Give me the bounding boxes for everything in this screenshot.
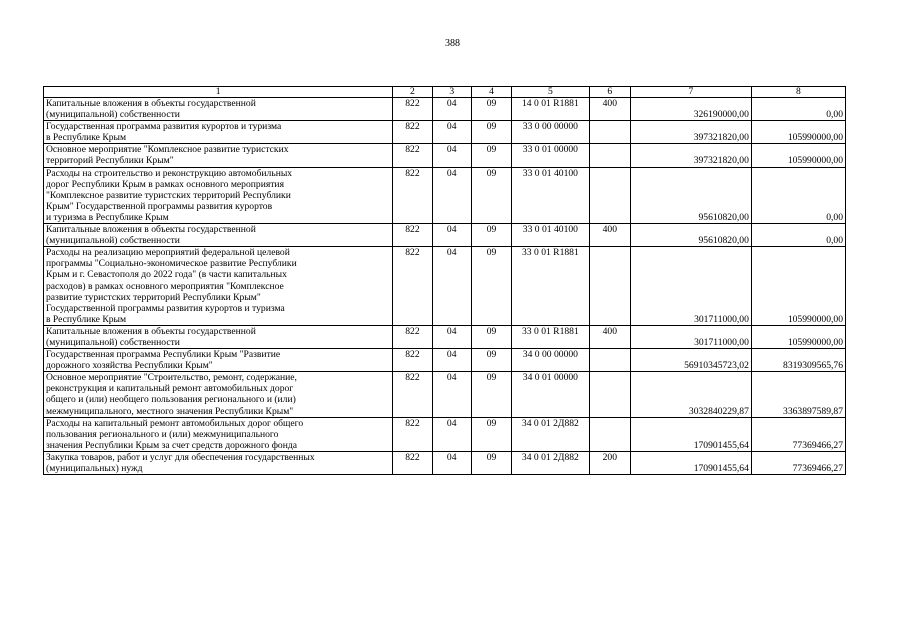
expense-type-cell xyxy=(589,121,630,144)
admin-code-cell: 822 xyxy=(393,98,432,121)
amount-col7-cell: 301711000,00 xyxy=(630,247,751,326)
admin-code-cell: 822 xyxy=(393,224,432,247)
budget-table xyxy=(43,86,846,475)
subsection-code-cell: 09 xyxy=(471,417,511,451)
section-code-cell: 04 xyxy=(432,349,471,372)
item-name-cell: Капитальные вложения в объекты государственной (муниципальной) собственности xyxy=(44,98,393,121)
amount-col8-cell: 77369466,27 xyxy=(751,451,845,474)
amount-col7-cell: 397321820,00 xyxy=(630,121,751,144)
target-article-cell: 34 0 00 00000 xyxy=(512,349,590,372)
header-cell: 7 xyxy=(630,87,751,98)
section-code-cell: 04 xyxy=(432,325,471,348)
expense-type-cell: 200 xyxy=(589,451,630,474)
subsection-code-cell: 09 xyxy=(471,451,511,474)
admin-code-cell: 822 xyxy=(393,349,432,372)
amount-col7-cell: 95610820,00 xyxy=(630,224,751,247)
target-article-cell: 33 0 01 40100 xyxy=(512,224,590,247)
table-row xyxy=(44,325,846,348)
item-name-cell: Расходы на строительство и реконструкцию автомобильных дорог Республики Крым в рамках основного мероприятия "Комплексное развитие туристских территорий Республики Крым" Государственной программы развития курортов и туризма в Республике Крым xyxy=(44,167,393,223)
amount-col8-cell: 0,00 xyxy=(751,98,845,121)
expense-type-cell: 400 xyxy=(589,98,630,121)
amount-col7-cell: 170901455,64 xyxy=(630,417,751,451)
admin-code-cell: 822 xyxy=(393,167,432,223)
admin-code-cell: 822 xyxy=(393,144,432,167)
subsection-code-cell: 09 xyxy=(471,121,511,144)
target-article-cell: 33 0 01 40100 xyxy=(512,167,590,223)
header-cell: 6 xyxy=(589,87,630,98)
expense-type-cell xyxy=(589,247,630,326)
target-article-cell: 34 0 01 00000 xyxy=(512,372,590,417)
expense-type-cell xyxy=(589,144,630,167)
amount-col8-cell: 3363897589,87 xyxy=(751,372,845,417)
section-code-cell: 04 xyxy=(432,247,471,326)
item-name-cell: Государственная программа Республики Крым "Развитие дорожного хозяйства Республики Крым" xyxy=(44,349,393,372)
target-article-cell: 14 0 01 R1881 xyxy=(512,98,590,121)
item-name-cell: Расходы на капитальный ремонт автомобильных дорог общего пользования регионального и (или) межмуниципального значения Республики Крым за счет средств дорожного фонда xyxy=(44,417,393,451)
amount-col8-cell: 105990000,00 xyxy=(751,325,845,348)
item-name-cell: Государственная программа развития курортов и туризма в Республике Крым xyxy=(44,121,393,144)
table-row xyxy=(44,224,846,247)
target-article-cell: 33 0 01 R1881 xyxy=(512,325,590,348)
header-cell: 5 xyxy=(512,87,590,98)
table-row xyxy=(44,372,846,417)
item-name-cell: Основное мероприятие "Комплексное развитие туристских территорий Республики Крым" xyxy=(44,144,393,167)
subsection-code-cell: 09 xyxy=(471,325,511,348)
expense-type-cell: 400 xyxy=(589,224,630,247)
table-row xyxy=(44,98,846,121)
table-row xyxy=(44,247,846,326)
amount-col8-cell: 0,00 xyxy=(751,224,845,247)
header-row xyxy=(44,87,846,98)
admin-code-cell: 822 xyxy=(393,372,432,417)
section-code-cell: 04 xyxy=(432,167,471,223)
expense-type-cell xyxy=(589,167,630,223)
amount-col8-cell: 105990000,00 xyxy=(751,247,845,326)
amount-col7-cell: 170901455,64 xyxy=(630,451,751,474)
target-article-cell: 34 0 01 2Д882 xyxy=(512,451,590,474)
section-code-cell: 04 xyxy=(432,417,471,451)
table-row xyxy=(44,349,846,372)
subsection-code-cell: 09 xyxy=(471,224,511,247)
subsection-code-cell: 09 xyxy=(471,144,511,167)
expense-type-cell xyxy=(589,372,630,417)
admin-code-cell: 822 xyxy=(393,247,432,326)
admin-code-cell: 822 xyxy=(393,451,432,474)
expense-type-cell xyxy=(589,349,630,372)
admin-code-cell: 822 xyxy=(393,121,432,144)
target-article-cell: 34 0 01 2Д882 xyxy=(512,417,590,451)
amount-col7-cell: 326190000,00 xyxy=(630,98,751,121)
amount-col8-cell: 0,00 xyxy=(751,167,845,223)
header-cell: 2 xyxy=(393,87,432,98)
amount-col8-cell: 8319309565,76 xyxy=(751,349,845,372)
expense-type-cell xyxy=(589,417,630,451)
section-code-cell: 04 xyxy=(432,451,471,474)
header-cell: 4 xyxy=(471,87,511,98)
subsection-code-cell: 09 xyxy=(471,247,511,326)
amount-col7-cell: 95610820,00 xyxy=(630,167,751,223)
table-row xyxy=(44,167,846,223)
header-cell: 3 xyxy=(432,87,471,98)
amount-col8-cell: 105990000,00 xyxy=(751,121,845,144)
table-row xyxy=(44,121,846,144)
expense-type-cell: 400 xyxy=(589,325,630,348)
header-cell: 8 xyxy=(751,87,845,98)
subsection-code-cell: 09 xyxy=(471,372,511,417)
amount-col7-cell: 3032840229,87 xyxy=(630,372,751,417)
item-name-cell: Основное мероприятие "Строительство, ремонт, содержание, реконструкция и капитальный ремонт автомобильных дорог общего и (или) необщего пользования регионального и (или) межмуниципального, местного значения Республики Крым" xyxy=(44,372,393,417)
section-code-cell: 04 xyxy=(432,372,471,417)
header-cell: 1 xyxy=(44,87,393,98)
table-row xyxy=(44,144,846,167)
item-name-cell: Капитальные вложения в объекты государственной (муниципальной) собственности xyxy=(44,224,393,247)
amount-col7-cell: 397321820,00 xyxy=(630,144,751,167)
amount-col7-cell: 301711000,00 xyxy=(630,325,751,348)
page-number: 388 xyxy=(445,38,460,49)
subsection-code-cell: 09 xyxy=(471,167,511,223)
amount-col8-cell: 105990000,00 xyxy=(751,144,845,167)
admin-code-cell: 822 xyxy=(393,325,432,348)
admin-code-cell: 822 xyxy=(393,417,432,451)
item-name-cell: Капитальные вложения в объекты государственной (муниципальной) собственности xyxy=(44,325,393,348)
target-article-cell: 33 0 01 00000 xyxy=(512,144,590,167)
subsection-code-cell: 09 xyxy=(471,98,511,121)
section-code-cell: 04 xyxy=(432,98,471,121)
target-article-cell: 33 0 01 R1881 xyxy=(512,247,590,326)
table-row xyxy=(44,451,846,474)
item-name-cell: Закупка товаров, работ и услуг для обеспечения государственных (муниципальных) нужд xyxy=(44,451,393,474)
amount-col7-cell: 56910345723,02 xyxy=(630,349,751,372)
section-code-cell: 04 xyxy=(432,121,471,144)
amount-col8-cell: 77369466,27 xyxy=(751,417,845,451)
subsection-code-cell: 09 xyxy=(471,349,511,372)
table-row xyxy=(44,417,846,451)
section-code-cell: 04 xyxy=(432,224,471,247)
target-article-cell: 33 0 00 00000 xyxy=(512,121,590,144)
item-name-cell: Расходы на реализацию мероприятий федеральной целевой программы "Социально-экономическое развитие Республики Крым и г. Севастополя до 2022 года" (в части капитальных расходов) в рамках основного мероприятия "Комплексное развитие туристских территорий Республики Крым" Государственной программы развития курортов и туризма в Республике Крым xyxy=(44,247,393,326)
section-code-cell: 04 xyxy=(432,144,471,167)
